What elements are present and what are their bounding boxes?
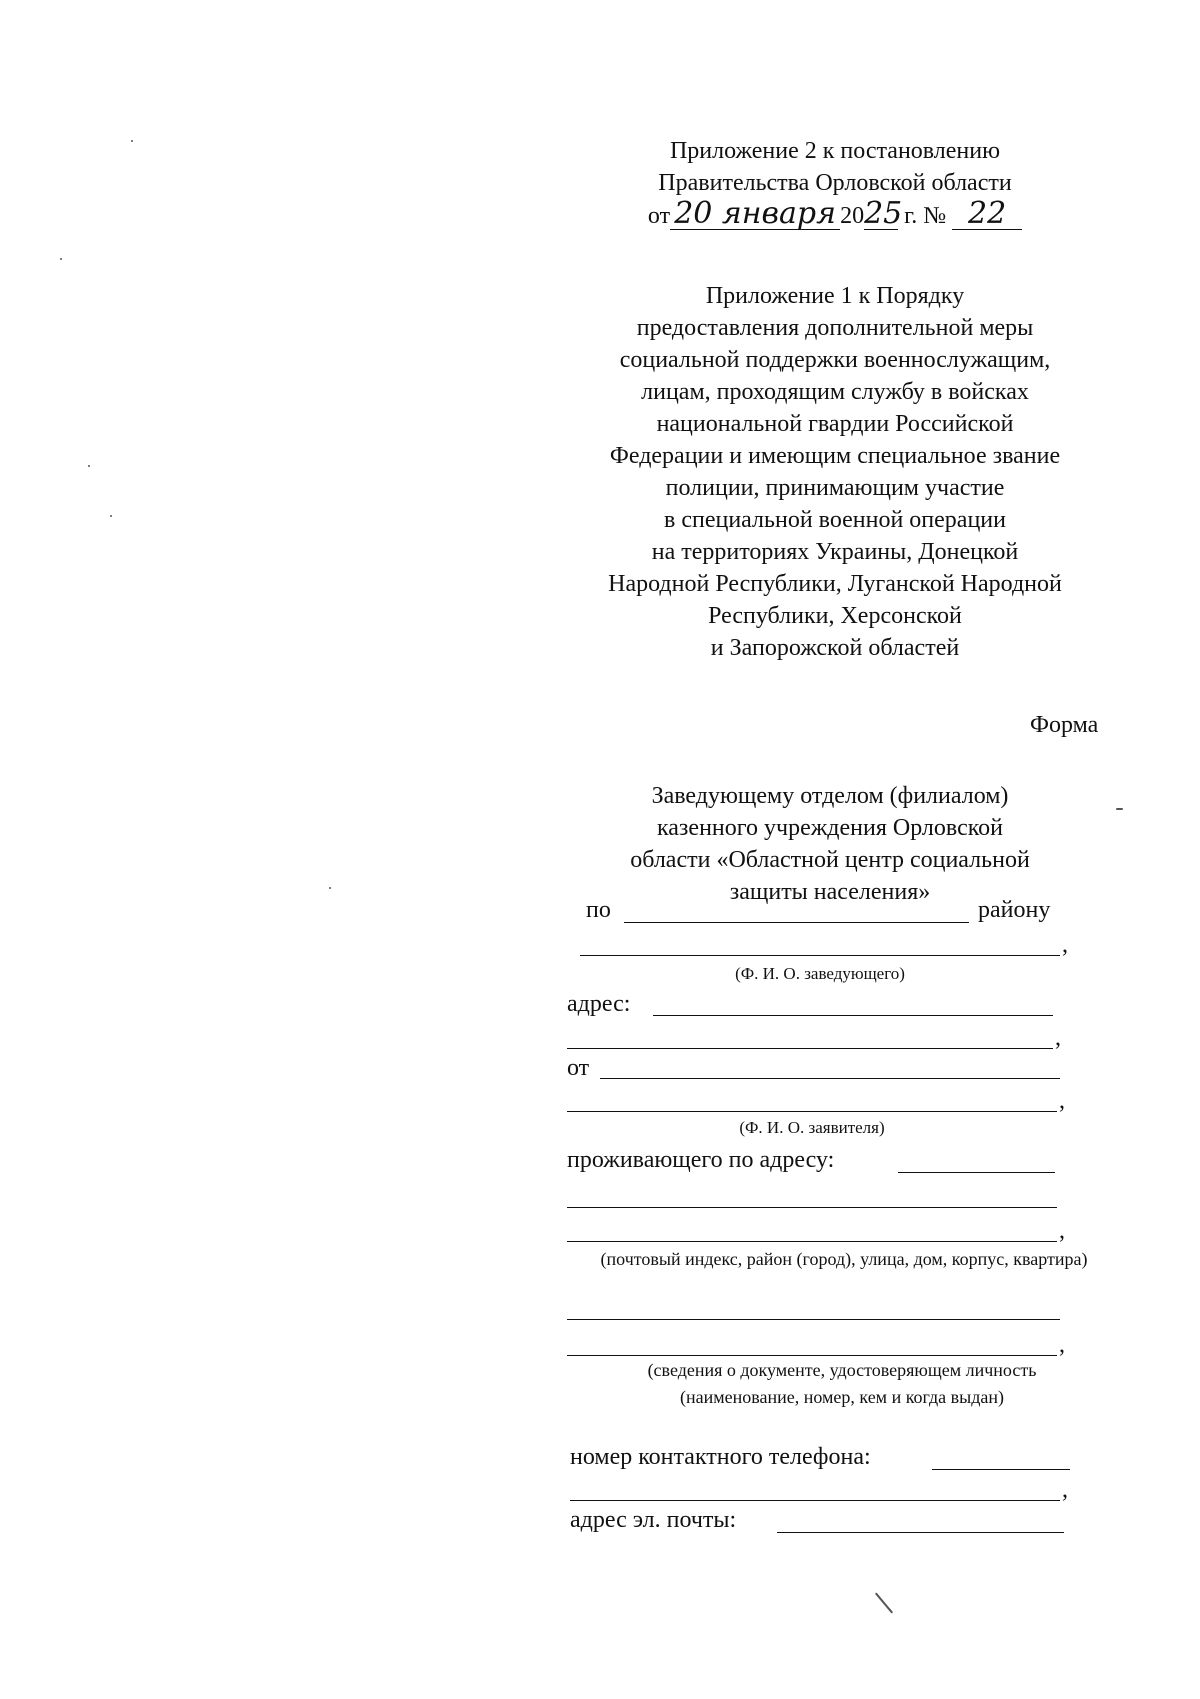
handwritten-number: 22: [952, 199, 1022, 230]
po-label: по: [586, 897, 611, 923]
scan-speck: [1116, 808, 1123, 810]
handwritten-date: 20 января: [670, 199, 840, 230]
scan-speck: [110, 515, 112, 517]
appendix-1-line-12: и Запорожской областей: [710, 635, 960, 661]
address-field-1[interactable]: [653, 1015, 1053, 1016]
id-document-caption-2: (наименование, номер, кем и когда выдан): [679, 1387, 1005, 1407]
addressee-line-1: Заведующему отделом (филиалом): [651, 783, 1009, 809]
appendix-1-line-5: национальной гвардии Российской: [656, 411, 1014, 437]
address-label: адрес:: [567, 991, 631, 1017]
form-label: Форма: [1030, 712, 1099, 738]
address-field-2[interactable]: [567, 1048, 1053, 1049]
scan-speck: [329, 887, 331, 889]
appendix-2-date-line: [590, 196, 1080, 232]
appendix-1-line-11: Республики, Херсонской: [708, 603, 962, 629]
comma: ,: [1055, 1025, 1061, 1051]
appendix-1-line-10: Народной Республики, Луганской Народной: [608, 571, 1062, 597]
date-prefix: от: [647, 203, 671, 229]
scan-speck: [60, 258, 62, 260]
head-name-caption: (Ф. И. О. заведующего): [735, 964, 905, 983]
scan-speck: [131, 140, 133, 142]
appendix-1-line-2: предоставления дополнительной меры: [636, 315, 1034, 341]
appendix-1-header: [555, 280, 1115, 664]
phone-label: номер контактного телефона:: [570, 1444, 871, 1470]
applicant-name-field-1[interactable]: [600, 1078, 1060, 1079]
id-document-caption-1: (сведения о документе, удостоверяющем личность: [647, 1360, 1037, 1380]
appendix-1-line-1: Приложение 1 к Порядку: [705, 283, 965, 309]
comma: ,: [1059, 1088, 1065, 1114]
appendix-1-line-7: полиции, принимающим участие: [665, 475, 1005, 501]
appendix-1-line-6: Федерации и имеющим специальное звание: [609, 443, 1061, 469]
year-prefix: 20: [840, 203, 865, 229]
handwritten-year: 25: [864, 196, 903, 231]
appendix-1-line-3: социальной поддержки военнослужащим,: [619, 347, 1051, 373]
residence-field-2[interactable]: [567, 1207, 1057, 1208]
id-document-field-2[interactable]: [567, 1355, 1057, 1356]
email-field[interactable]: [777, 1532, 1064, 1533]
addressee-line-3: области «Областной центр социальной: [630, 847, 1030, 873]
appendix-1-line-9: на территориях Украины, Донецкой: [651, 539, 1019, 565]
appendix-2-line-2: Правительства Орловской области: [658, 170, 1012, 196]
applicant-name-field-2[interactable]: [567, 1111, 1057, 1112]
year-suffix: г. №: [898, 203, 947, 229]
district-field[interactable]: [624, 922, 969, 923]
applicant-name-caption: (Ф. И. О. заявителя): [739, 1118, 885, 1137]
scan-speck: [875, 1592, 893, 1613]
email-label: адрес эл. почты:: [570, 1507, 737, 1533]
appendix-2-header: [590, 135, 1080, 232]
head-name-field[interactable]: [580, 955, 1060, 956]
comma: ,: [1059, 1332, 1065, 1358]
id-document-field-1[interactable]: [567, 1319, 1060, 1320]
addressee-line-4: защиты населения»: [729, 879, 931, 905]
scan-speck: [88, 465, 90, 467]
address-caption: (почтовый индекс, район (город), улица, дом, корпус, квартира): [600, 1249, 1088, 1269]
residence-field-3[interactable]: [567, 1241, 1057, 1242]
residing-label: проживающего по адресу:: [567, 1147, 835, 1173]
from-label: от: [567, 1055, 590, 1081]
addressee-block: [580, 780, 1080, 908]
rayon-label: району: [978, 897, 1051, 923]
addressee-line-2: казенного учреждения Орловской: [656, 815, 1004, 841]
appendix-1-line-4: лицам, проходящим службу в войсках: [641, 379, 1029, 405]
appendix-1-line-8: в специальной военной операции: [664, 507, 1006, 533]
appendix-2-line-1: Приложение 2 к постановлению: [669, 138, 1001, 164]
comma: ,: [1062, 932, 1068, 958]
phone-field-2[interactable]: [570, 1500, 1060, 1501]
phone-field[interactable]: [932, 1469, 1070, 1470]
comma: ,: [1059, 1218, 1065, 1244]
comma: ,: [1062, 1477, 1068, 1503]
residence-field-1[interactable]: [898, 1172, 1055, 1173]
